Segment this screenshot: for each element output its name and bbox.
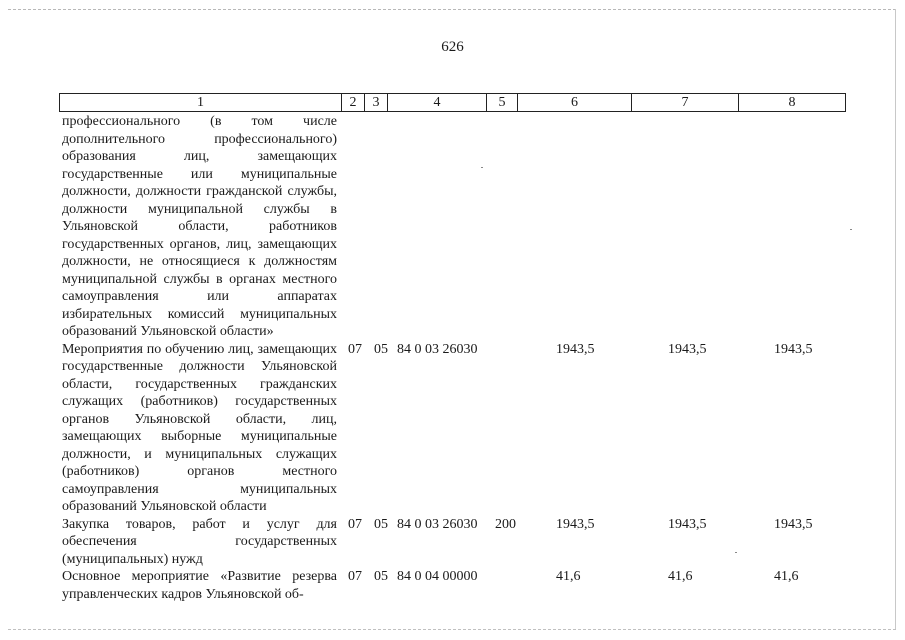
row-description: Закупка товаров, работ и услуг для обеспечения государственных (муниципальных) нужд (62, 516, 337, 567)
header-col-5: 5 (487, 94, 518, 112)
table-row (62, 113, 337, 341)
header-col-4: 4 (388, 94, 487, 112)
row-description: Мероприятия по обучению лиц, замещающих государственные должности Ульяновской области, государственных гражданских служащих (работников) государственных органов Ульяновской области, лиц, замещающих выборные муниципальные должности, и муниципальных служащих (работников) органов местного самоуправления муниципальных образований Ульяновской области (62, 341, 337, 514)
scan-speck (735, 552, 737, 553)
page-number: 626 (441, 39, 464, 55)
page-border-bottom (8, 629, 896, 630)
scan-speck (850, 229, 852, 230)
row-section: 07 (348, 569, 362, 584)
row-amount-col8: 41,6 (774, 569, 799, 584)
row-section: 07 (348, 516, 362, 532)
row-subsection: 05 (374, 516, 388, 532)
row-amount-col6: 1943,5 (556, 516, 595, 532)
row-section: 07 (348, 341, 362, 357)
header-col-2: 2 (342, 94, 365, 112)
table-row (62, 341, 813, 516)
table-body (62, 113, 813, 603)
row-description: Основное мероприятие «Развитие резерва управленческих кадров Ульяновской об- (62, 569, 337, 602)
row-expense-type: 200 (495, 516, 516, 532)
row-target-article: 84 0 03 26030 (397, 516, 478, 532)
page-border-right (895, 9, 896, 629)
row-amount-col8: 1943,5 (774, 341, 813, 357)
row-target-article: 84 0 04 00000 (397, 569, 478, 584)
header-col-1: 1 (60, 94, 342, 112)
header-col-6: 6 (518, 94, 632, 112)
header-col-7: 7 (632, 94, 739, 112)
row-amount-col6: 41,6 (556, 569, 581, 584)
table-row (62, 568, 799, 603)
table-row (62, 516, 813, 569)
column-header-table (59, 93, 846, 112)
row-amount-col7: 1943,5 (668, 341, 707, 357)
page-border-top (8, 9, 896, 10)
row-amount-col8: 1943,5 (774, 516, 813, 532)
row-target-article: 84 0 03 26030 (397, 341, 478, 357)
row-description: профессионального (в том числе дополнительного профессионального) образования лиц, замещающих государственные или муниципальные должности, должности гражданской службы, должности муниципальной службы в Ульяновской области, работников государственных органов, лиц, замещающих должности, не относящиеся к должностям муниципальной службы в органах местного самоуправления или аппаратах избирательных комиссий муниципальных образований Ульяновской области» (62, 114, 337, 339)
scan-speck (481, 167, 483, 168)
header-col-3: 3 (365, 94, 388, 112)
row-amount-col7: 41,6 (668, 569, 693, 584)
header-col-8: 8 (739, 94, 846, 112)
row-amount-col6: 1943,5 (556, 341, 595, 357)
row-subsection: 05 (374, 341, 388, 357)
row-subsection: 05 (374, 569, 388, 584)
row-amount-col7: 1943,5 (668, 516, 707, 532)
